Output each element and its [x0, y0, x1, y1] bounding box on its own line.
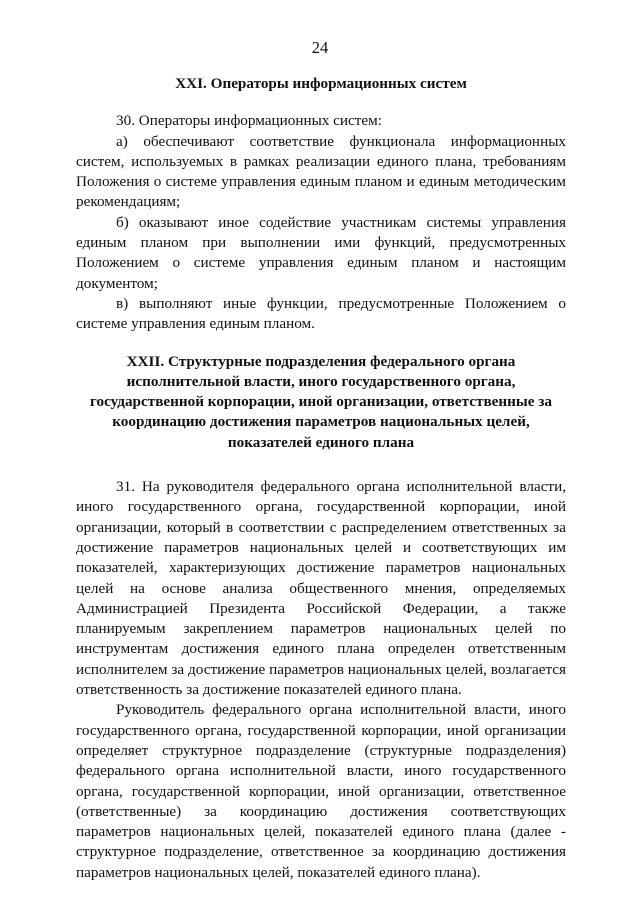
section-title-xxi: XXI. Операторы информационных систем — [175, 75, 467, 92]
paragraph-31-continued: Руководитель федерального органа исполнительной власти, иного государственного органа, государственной корпорации, иной организации определяет структурное подразделение (структурные подразделения) федерального органа исполнительной власти, иного государственного органа, государственной корпорации, иной организации, ответственное (ответственные) за координацию достижения соответствующих параметров национальных целей, показателей единого плана (далее - структурное подразделение, ответственное за координацию достижения параметров национальных целей, показателей единого плана). — [76, 701, 566, 881]
page-number: 24 — [311, 38, 329, 57]
paragraph-30-item-c: в) выполняют иные функции, предусмотренные Положением о системе управления единым планом. — [76, 294, 566, 333]
paragraph-30-item-a: а) обеспечивают соответствие функционала информационных систем, используемых в рамках реализации единого плана, требованиям Положения о системе управления единым планом и единым методическим рекомендациям; — [76, 132, 566, 211]
paragraph-30-item-b: б) оказывают иное содействие участникам системы управления единым планом при выполнении ими функций, предусмотренных Положением о системе управления единым планом и настоящим документом; — [76, 213, 566, 292]
page-content — [76, 74, 566, 883]
paragraph-31: 31. На руководителя федерального органа исполнительной власти, иного государственного органа, государственной корпорации, иной организации, который в соответствии с распределением ответственных за достижение параметров национальных целей и соответствующих им показателей, характеризующих достижение параметров национальных целей на основе анализа общественного мнения, определяемых Администрацией Президента Российской Федерации, а также планируемым закреплением параметров национальных целей по инструментам достижения единого плана определен ответственным исполнителем за достижение параметров национальных целей, возлагается ответственность за достижение показателей единого плана. — [76, 478, 566, 699]
section-title-xxii: XXII. Структурные подразделения федерального органа исполнительной власти, иного государственного органа, государственной корпорации, иной организации, ответственные за координацию достижения параметров национальных целей, показателей единого плана — [89, 352, 553, 451]
paragraph-30-intro: 30. Операторы информационных систем: — [116, 112, 383, 130]
